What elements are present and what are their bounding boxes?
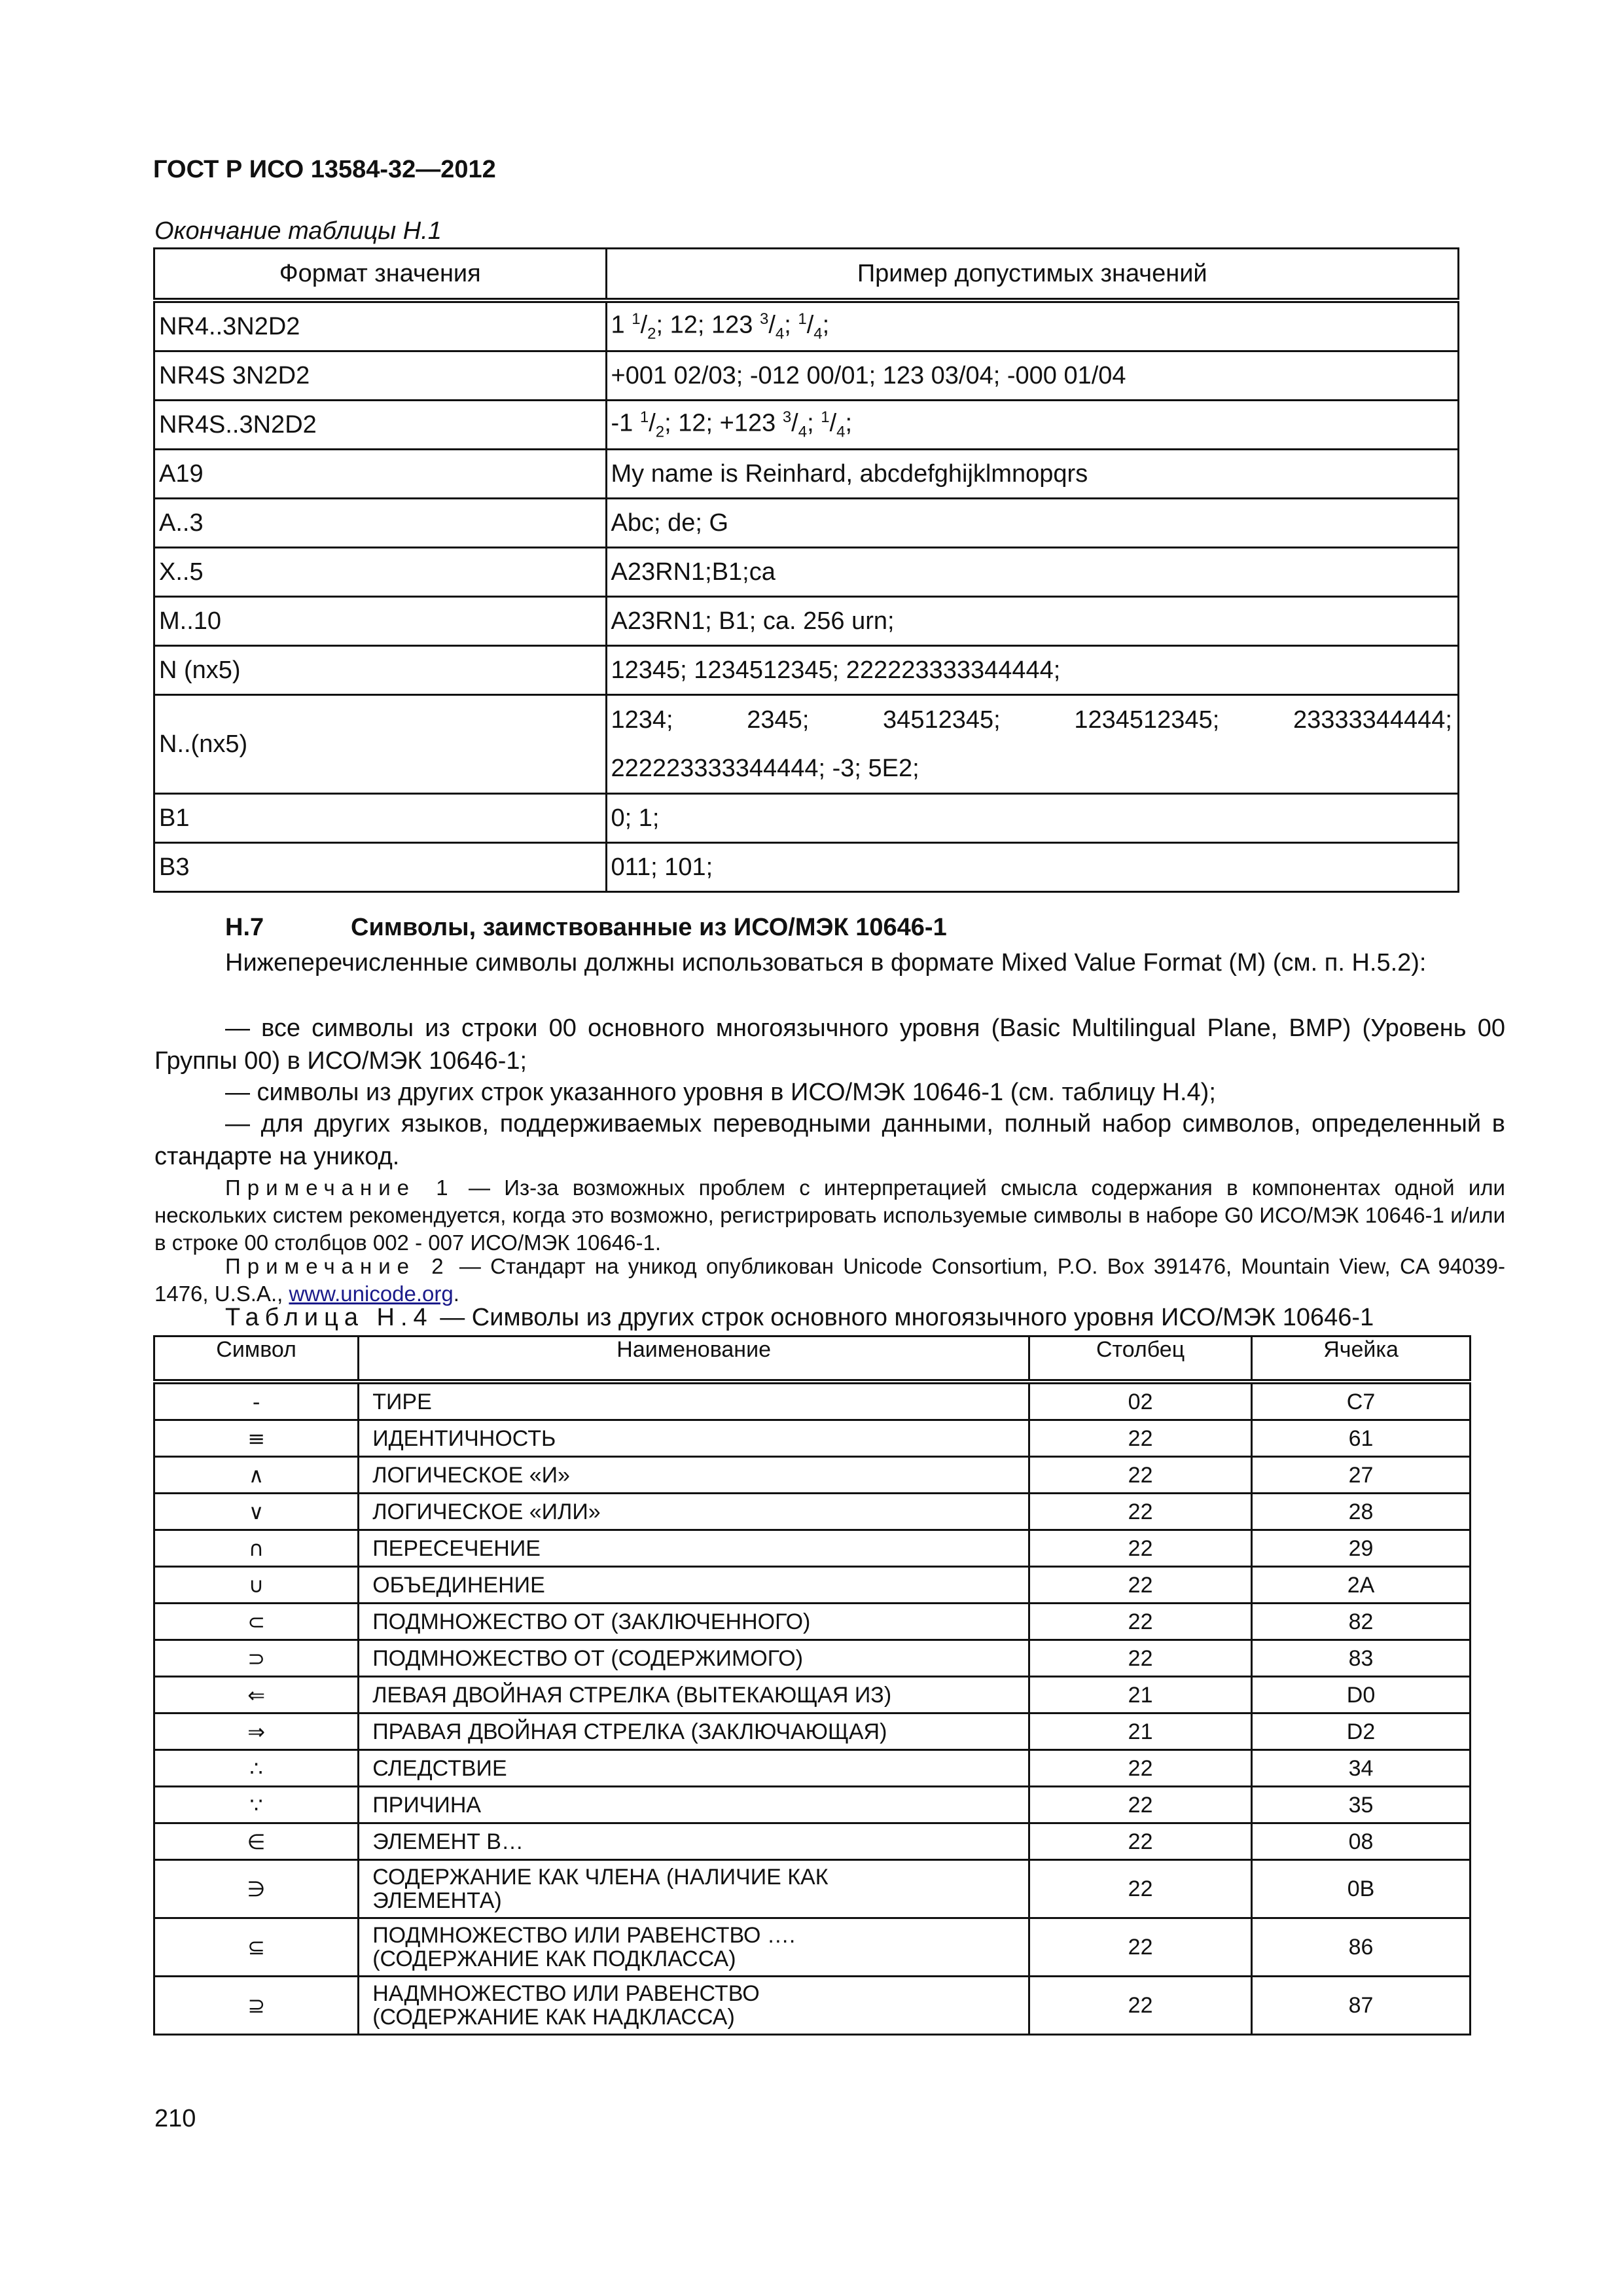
symbol-cell: ∈ bbox=[154, 1823, 359, 1860]
cell-cell: C7 bbox=[1252, 1382, 1471, 1420]
cell-cell: 61 bbox=[1252, 1420, 1471, 1457]
t1-example-cell bbox=[606, 695, 1458, 794]
note1-text: — Из-за возможных проблем с интерпретацией смысла содержания в компонентах одной или нескольких систем рекомендуется, когда это возможно, регистрировать используемые символы в наборе G0 ИСО/МЭК 10646-1 и/или в строке 00 столбцов 002 - 007 ИСО/МЭК 10646-1. bbox=[154, 1175, 1505, 1255]
table-row bbox=[154, 1604, 1471, 1640]
symbol-cell: ⇐ bbox=[154, 1677, 359, 1713]
cell-cell: 86 bbox=[1252, 1918, 1471, 1977]
t1-format-cell: N..(nx5) bbox=[154, 695, 607, 794]
column-cell: 22 bbox=[1029, 1567, 1252, 1604]
table-row bbox=[154, 843, 1459, 892]
cell-cell: 87 bbox=[1252, 1977, 1471, 2035]
cell-cell: 83 bbox=[1252, 1640, 1471, 1677]
table4-caption bbox=[225, 1304, 1374, 1332]
name-cell: СОДЕРЖАНИЕ КАК ЧЛЕНА (НАЛИЧИЕ КАК ЭЛЕМЕНТА) bbox=[359, 1860, 1029, 1918]
name-cell: ПОДМНОЖЕСТВО ОТ (СОДЕРЖИМОГО) bbox=[359, 1640, 1029, 1677]
cell-cell: 08 bbox=[1252, 1823, 1471, 1860]
t1-example-cell: -1 $^1/_2$; 12; +123 $^3/_4$; $^1/_4$; bbox=[606, 401, 1458, 450]
t4-header-name: Наименование bbox=[359, 1336, 1029, 1382]
table-row bbox=[154, 300, 1459, 351]
t1-format-cell: NR4..3N2D2 bbox=[154, 300, 607, 351]
column-cell: 22 bbox=[1029, 1787, 1252, 1823]
column-cell: 22 bbox=[1029, 1823, 1252, 1860]
unicode-link[interactable]: www.unicode.org bbox=[289, 1282, 454, 1306]
table-row bbox=[154, 1567, 1471, 1604]
name-cell: ЛОГИЧЕСКОЕ «ИЛИ» bbox=[359, 1494, 1029, 1530]
t1-example-cell: A23RN1; B1; ca. 256 urn; bbox=[606, 597, 1458, 646]
column-cell: 22 bbox=[1029, 1640, 1252, 1677]
t1-example-cell: 1 $^1/_2$; 12; 123 $^3/_4$; $^1/_4$; bbox=[606, 300, 1458, 351]
t1-format-cell: N (nx5) bbox=[154, 646, 607, 695]
name-cell: ТИРЕ bbox=[359, 1382, 1029, 1420]
t1-format-cell: B3 bbox=[154, 843, 607, 892]
table-row bbox=[154, 1860, 1471, 1918]
table-row bbox=[154, 548, 1459, 597]
t1-example-cell: 12345; 1234512345; 222223333344444; bbox=[606, 646, 1458, 695]
symbol-cell: ⇒ bbox=[154, 1713, 359, 1750]
t4-header-symbol: Символ bbox=[154, 1336, 359, 1382]
table-row bbox=[154, 1640, 1471, 1677]
cell-cell: D0 bbox=[1252, 1677, 1471, 1713]
name-cell: ПОДМНОЖЕСТВО ИЛИ РАВЕНСТВО …. (СОДЕРЖАНИЕ КАК ПОДКЛАССА) bbox=[359, 1918, 1029, 1977]
t1-format-cell: B1 bbox=[154, 794, 607, 843]
column-cell: 02 bbox=[1029, 1382, 1252, 1420]
name-cell: ПОДМНОЖЕСТВО ОТ (ЗАКЛЮЧЕННОГО) bbox=[359, 1604, 1029, 1640]
symbol-cell: ∩ bbox=[154, 1530, 359, 1567]
table-row bbox=[154, 351, 1459, 401]
page-number: 210 bbox=[154, 2105, 196, 2132]
symbol-cell: ∨ bbox=[154, 1494, 359, 1530]
table-row bbox=[154, 499, 1459, 548]
table-row bbox=[154, 794, 1459, 843]
document-header: ГОСТ Р ИСО 13584-32—2012 bbox=[153, 156, 496, 183]
symbol-cell: ⊂ bbox=[154, 1604, 359, 1640]
cell-cell: D2 bbox=[1252, 1713, 1471, 1750]
t1-example-cell: A23RN1;B1;ca bbox=[606, 548, 1458, 597]
symbol-cell: ∪ bbox=[154, 1567, 359, 1604]
table-row bbox=[154, 1823, 1471, 1860]
note2-text: — Стандарт на уникод опубликован Unicode Consortium, P.O. Box 391476, Mountain View, CA 94039-1476, U.S.A., bbox=[154, 1254, 1505, 1306]
t1-example-cell: 011; 101; bbox=[606, 843, 1458, 892]
note-2: Примечание 2 — Стандарт на уникод опубликован Unicode Consortium, P.O. Box 391476, Mountain View, CA 94039-1476, U.S.A., www.unicode.org. bbox=[154, 1254, 1505, 1306]
note-1 bbox=[154, 1174, 1505, 1257]
column-cell: 22 bbox=[1029, 1860, 1252, 1918]
table-row bbox=[154, 1494, 1471, 1530]
column-cell: 22 bbox=[1029, 1918, 1252, 1977]
table-row bbox=[154, 1750, 1471, 1787]
column-cell: 21 bbox=[1029, 1677, 1252, 1713]
table-row bbox=[154, 1420, 1471, 1457]
table-row bbox=[154, 1713, 1471, 1750]
cell-cell: 2A bbox=[1252, 1567, 1471, 1604]
t1-format-cell: NR4S..3N2D2 bbox=[154, 401, 607, 450]
t1-example-cell: Abc; de; G bbox=[606, 499, 1458, 548]
name-cell: ПРИЧИНА bbox=[359, 1787, 1029, 1823]
t1-header-example: Пример допустимых значений bbox=[606, 249, 1458, 301]
t1-example-line2: 222223333344444; -3; 5E2; bbox=[611, 755, 919, 782]
t1-header-format: Формат значения bbox=[154, 249, 607, 301]
name-cell: СЛЕДСТВИЕ bbox=[359, 1750, 1029, 1787]
column-cell: 22 bbox=[1029, 1530, 1252, 1567]
cell-cell: 0B bbox=[1252, 1860, 1471, 1918]
name-cell: НАДМНОЖЕСТВО ИЛИ РАВЕНСТВО (СОДЕРЖАНИЕ КАК НАДКЛАССА) bbox=[359, 1977, 1029, 2035]
name-cell: ЛОГИЧЕСКОЕ «И» bbox=[359, 1457, 1029, 1494]
cell-cell: 82 bbox=[1252, 1604, 1471, 1640]
column-cell: 22 bbox=[1029, 1494, 1252, 1530]
note2-label: Примечание 2 bbox=[225, 1254, 450, 1278]
name-cell: ЛЕВАЯ ДВОЙНАЯ СТРЕЛКА (ВЫТЕКАЮЩАЯ ИЗ) bbox=[359, 1677, 1029, 1713]
t1-format-cell: NR4S 3N2D2 bbox=[154, 351, 607, 401]
t1-format-cell: M..10 bbox=[154, 597, 607, 646]
symbol-cell: ⊆ bbox=[154, 1918, 359, 1977]
symbol-cell: ⊃ bbox=[154, 1640, 359, 1677]
note1-label: Примечание 1 bbox=[225, 1175, 455, 1200]
symbol-cell: ∋ bbox=[154, 1860, 359, 1918]
symbol-cell: ∴ bbox=[154, 1750, 359, 1787]
table-h1 bbox=[153, 247, 1459, 893]
cell-cell: 29 bbox=[1252, 1530, 1471, 1567]
section-number: Н.7 bbox=[225, 914, 264, 941]
bullet-item: — символы из других строк указанного уровня в ИСО/МЭК 10646-1 (см. таблицу Н.4); bbox=[225, 1079, 1216, 1106]
symbol-cell: ∵ bbox=[154, 1787, 359, 1823]
table4-caption-label: Таблица Н.4 bbox=[225, 1304, 433, 1331]
column-cell: 22 bbox=[1029, 1420, 1252, 1457]
table-row bbox=[154, 1918, 1471, 1977]
section-heading bbox=[225, 914, 947, 942]
table-row bbox=[154, 695, 1459, 794]
table-row bbox=[154, 401, 1459, 450]
t4-header-cell: Ячейка bbox=[1252, 1336, 1471, 1382]
table-h4 bbox=[153, 1335, 1471, 2036]
table-row bbox=[154, 450, 1459, 499]
column-cell: 22 bbox=[1029, 1750, 1252, 1787]
table-row bbox=[154, 1787, 1471, 1823]
table-row bbox=[154, 1457, 1471, 1494]
t1-example-line1: 1234; 2345; 34512345; 1234512345; 23333344444; bbox=[611, 706, 1452, 734]
column-cell: 22 bbox=[1029, 1977, 1252, 2035]
t4-header-column: Столбец bbox=[1029, 1336, 1252, 1382]
column-cell: 21 bbox=[1029, 1713, 1252, 1750]
symbol-cell: - bbox=[154, 1382, 359, 1420]
bullet-item: — для других языков, поддерживаемых переводными данными, полный набор символов, определенный в стандарте на уникод. bbox=[154, 1110, 1505, 1170]
table-row bbox=[154, 1977, 1471, 2035]
table1-caption: Окончание таблицы Н.1 bbox=[154, 217, 442, 245]
table-row bbox=[154, 1677, 1471, 1713]
symbol-cell: ≡ bbox=[154, 1420, 359, 1457]
symbol-cell: ⊇ bbox=[154, 1977, 359, 2035]
name-cell: ОБЪЕДИНЕНИЕ bbox=[359, 1567, 1029, 1604]
cell-cell: 34 bbox=[1252, 1750, 1471, 1787]
symbol-cell: ∧ bbox=[154, 1457, 359, 1494]
t1-example-cell: +001 02/03; -012 00/01; 123 03/04; -000 01/04 bbox=[606, 351, 1458, 401]
table4-caption-text: — Символы из других строк основного многоязычного уровня ИСО/МЭК 10646-1 bbox=[433, 1304, 1374, 1331]
section-title: Символы, заимствованные из ИСО/МЭК 10646-1 bbox=[351, 914, 947, 941]
cell-cell: 35 bbox=[1252, 1787, 1471, 1823]
intro-paragraph: Нижеперечисленные символы должны использоваться в формате Mixed Value Format (M) (см. п. Н.5.2): bbox=[225, 949, 1427, 977]
column-cell: 22 bbox=[1029, 1604, 1252, 1640]
name-cell: ЭЛЕМЕНТ В… bbox=[359, 1823, 1029, 1860]
t1-example-cell: 0; 1; bbox=[606, 794, 1458, 843]
table-row bbox=[154, 597, 1459, 646]
name-cell: ПРАВАЯ ДВОЙНАЯ СТРЕЛКА (ЗАКЛЮЧАЮЩАЯ) bbox=[359, 1713, 1029, 1750]
t1-format-cell: X..5 bbox=[154, 548, 607, 597]
cell-cell: 28 bbox=[1252, 1494, 1471, 1530]
bullet-item: — все символы из строки 00 основного многоязычного уровня (Basic Multilingual Plane, BMP) (Уровень 00 Группы 00) в ИСО/МЭК 10646-1; bbox=[154, 1014, 1505, 1075]
t1-example-cell: My name is Reinhard, abcdefghijklmnopqrs bbox=[606, 450, 1458, 499]
name-cell: ПЕРЕСЕЧЕНИЕ bbox=[359, 1530, 1029, 1567]
t1-format-cell: A..3 bbox=[154, 499, 607, 548]
table-row bbox=[154, 1530, 1471, 1567]
column-cell: 22 bbox=[1029, 1457, 1252, 1494]
cell-cell: 27 bbox=[1252, 1457, 1471, 1494]
table-row bbox=[154, 1382, 1471, 1420]
t1-format-cell: A19 bbox=[154, 450, 607, 499]
name-cell: ИДЕНТИЧНОСТЬ bbox=[359, 1420, 1029, 1457]
table-row bbox=[154, 646, 1459, 695]
